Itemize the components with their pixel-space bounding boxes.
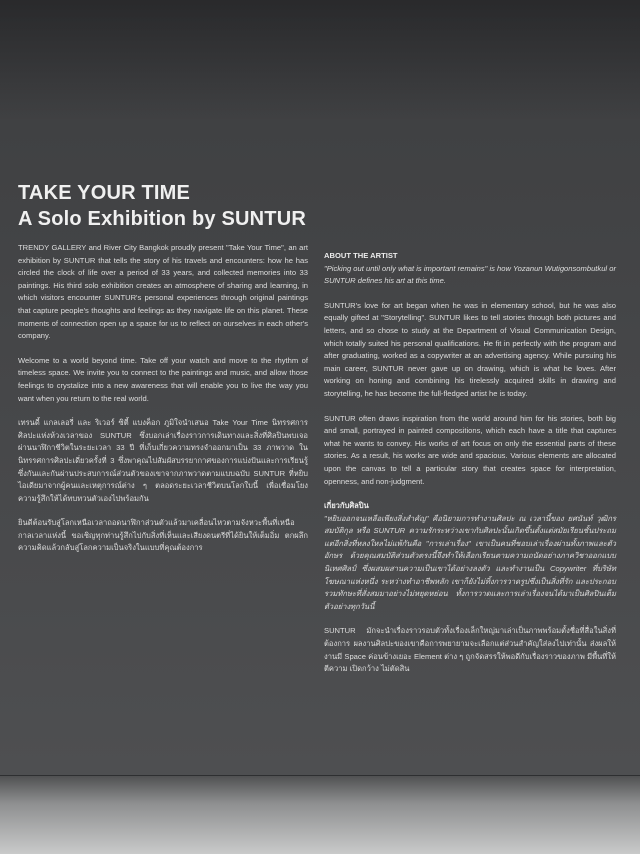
- quote-rest-th: คือนิยามการทำงานศิลปะ ณ เวลานี้ของ ยศนันท์ วุฒิกรสมบัติกุล หรือ SUNTUR ความรักระหว่างเขากับศิลปะนั้นเกิดขึ้นตั้งแต่สมัยเรียนชั้นประถม แต่อีกสิ่งที่หลงใหลไม่แพ้กันคือ "การเล่าเรื่อง" เขาเป็นคนที่ชอบเล่าเรื่องผ่านทั้งภาพและตัวอักษร ด้วยคุณสมบัติส่วนตัวตรงนี้จึงทำให้เลือกเรียนตามความถนัดอย่างภาควิชาออกแบบนิเทศศิลป์ ซึ่งผสมผสานความเป็นเขาได้อย่างลงตัว และทำงานเป็น Copywriter ที่บริษัทโฆษณาแห่งหนึ่ง ระหว่างทำอาชีพหลัก เขาก็ยังไม่ทิ้งการวาดรูปซึ่งเป็นสิ่งที่รัก และประกอบรวมทักษะที่สั่งสมมาอย่างไม่หยุดหย่อน ทั้งการวาดและการเล่าเรื่องจนได้มาเป็นศิลปินเต็มตัวอย่างทุกวันนี้: [324, 513, 616, 611]
- about-artist-heading: ABOUT THE ARTIST: [324, 251, 398, 260]
- welcome-paragraph-en: Welcome to a world beyond time. Take off your watch and move to the rhythm of timeless space. We invite you to connect to the paintings and music, and allow those feelings to crystalize into a new awareness that will enable you to live the way you want when you return to the real world.: [18, 355, 308, 403]
- artist-inspiration-paragraph-th: SUNTUR มักจะนำเรื่องราวรอบตัวทั้งเรื่องเล็กใหญ่มาเล่าเป็นภาพพร้อมตั้งชื่อที่สื่อในสิ่งที่ต้องการ ผลงานศิลปะของเขาคือการพยายามจะเลือกแต่ส่วนสำคัญใส่ลงไปเท่านั้น ส่งผลให้งานมี Space ค่อนข้างเยอะ Element ต่าง ๆ ถูกจัดสรรให้พอดีกับเรื่องราวของภาพ มีพื้นที่ให้ตีความ เปิดกว้าง ไม่ตัดสิน: [324, 626, 616, 674]
- wall-shadow: [0, 0, 640, 120]
- artist-bio-paragraph-en: SUNTUR's love for art began when he was in elementary school, but he was also equally gifted at "Storytelling". SUNTUR likes to tell stories through both pictures and letters, and so chose to study at the Department of Visual Communication Design, which totally suited his personal qualifications. He fit in perfectly with the program and after graduating, worked as a copywriter at an advertising agency. While pursuing his main career, SUNTUR never gave up on drawing, which is what he loves. After working on honing and combining his tirelessly acquired skills in drawing and storytelling, he has become the full-fledged artist he is today.: [324, 300, 616, 398]
- quote-text-en: "Picking out until only what is important remains": [324, 263, 488, 273]
- right-text-column: [324, 250, 616, 688]
- about-artist-heading-th: เกี่ยวกับศิลปิน: [324, 501, 369, 511]
- left-text-column: [18, 242, 308, 567]
- artist-inspiration-paragraph-en: SUNTUR often draws inspiration from the world around him for his stories, both big and small, portrayed in painted compositions, which each have a title that captures what he wants to convey. His works of art focus on only the essential parts of these stories. As a result, his works are wide and spacious. Various elements are allocated upon the canvas to tell a particular story that creates space for interpretation, openness, and non-judgment.: [324, 413, 616, 486]
- artist-quote-th: [324, 513, 616, 614]
- welcome-paragraph-th: ยินดีต้อนรับสู่โลกเหนือเวลาถอดนาฬิกาส่วนตัวแล้วมาเคลื่อนไหวตามจังหวะพื้นที่เหนือกาลเวลาแห่งนี้ ขอเชิญทุกท่านรู้สึกไปกับสิ่งที่เห็นและเสียงดนตรีที่ได้ยินให้เต็มอิ่ม ตกผลึกความคิดแล้วกลับสู่โลกความเป็นจริงในแบบที่คุณต้องการ: [18, 518, 308, 553]
- lit-wall-bottom: [0, 776, 640, 854]
- exhibition-subtitle: A Solo Exhibition by SUNTUR: [18, 208, 306, 230]
- artist-quote-en: [324, 263, 616, 288]
- intro-paragraph-en: TRENDY GALLERY and River City Bangkok proudly present "Take Your Time", an art exhibition by SUNTUR that tells the story of his travels and encounters: how he has circled the clock of life over a period of 33 years, and collected memories into 33 paintings. His third solo exhibition creates an atmosphere of sharing and learning, in which visitors encounter SUNTUR's personal experiences through original paintings that capture people's thoughts and feelings as they navigate life on this planet. These moments of connection open up a space for us to reflect on ourselves in each other's company.: [18, 243, 308, 341]
- quote-rest-en: is how Yozanun Wutigonsombutkul or SUNTUR defines his art at this time.: [324, 263, 616, 286]
- quote-text-th: "หยิบออกจนเหลือเพียงสิ่งสำคัญ": [324, 513, 429, 523]
- exhibition-title: TAKE YOUR TIME: [18, 182, 191, 204]
- intro-paragraph-th: เทรนดี้ แกลเลอรี่ และ ริเวอร์ ซิตี้ แบงค็อก ภูมิใจนำเสนอ Take Your Time นิทรรศการศิลปะแห่งห้วงเวลาของ SUNTUR ซึ่งบอกเล่าเรื่องราวการเดินทางและสิ่งที่ศิลปินพบเจอผ่านนาฬิกาชีวิตในระยะเวลา 33 ปี ที่เก็บเกี่ยวความทรงจำออกมาเป็น 33 ภาพวาด ในนิทรรศการศิลปะเดี่ยวครั้งที่ 3 ซึ่งพาคุณไปสัมผัสบรรยากาศของการแบ่งปันและการเรียนรู้ซึ่งกันและกันผ่านประสบการณ์ส่วนตัวของเขาจากภาพวาดตามแบบฉบับ SUNTUR ที่หยิบไอเดียมาจากผู้คนและเหตุการณ์ต่าง ๆ ตลอดระยะเวลาชีวิตบนโลกใบนี้ เพื่อเชื่อมโยงความรู้สึกให้ได้ทบทวนตัวเองไปพร้อมกัน: [18, 418, 308, 503]
